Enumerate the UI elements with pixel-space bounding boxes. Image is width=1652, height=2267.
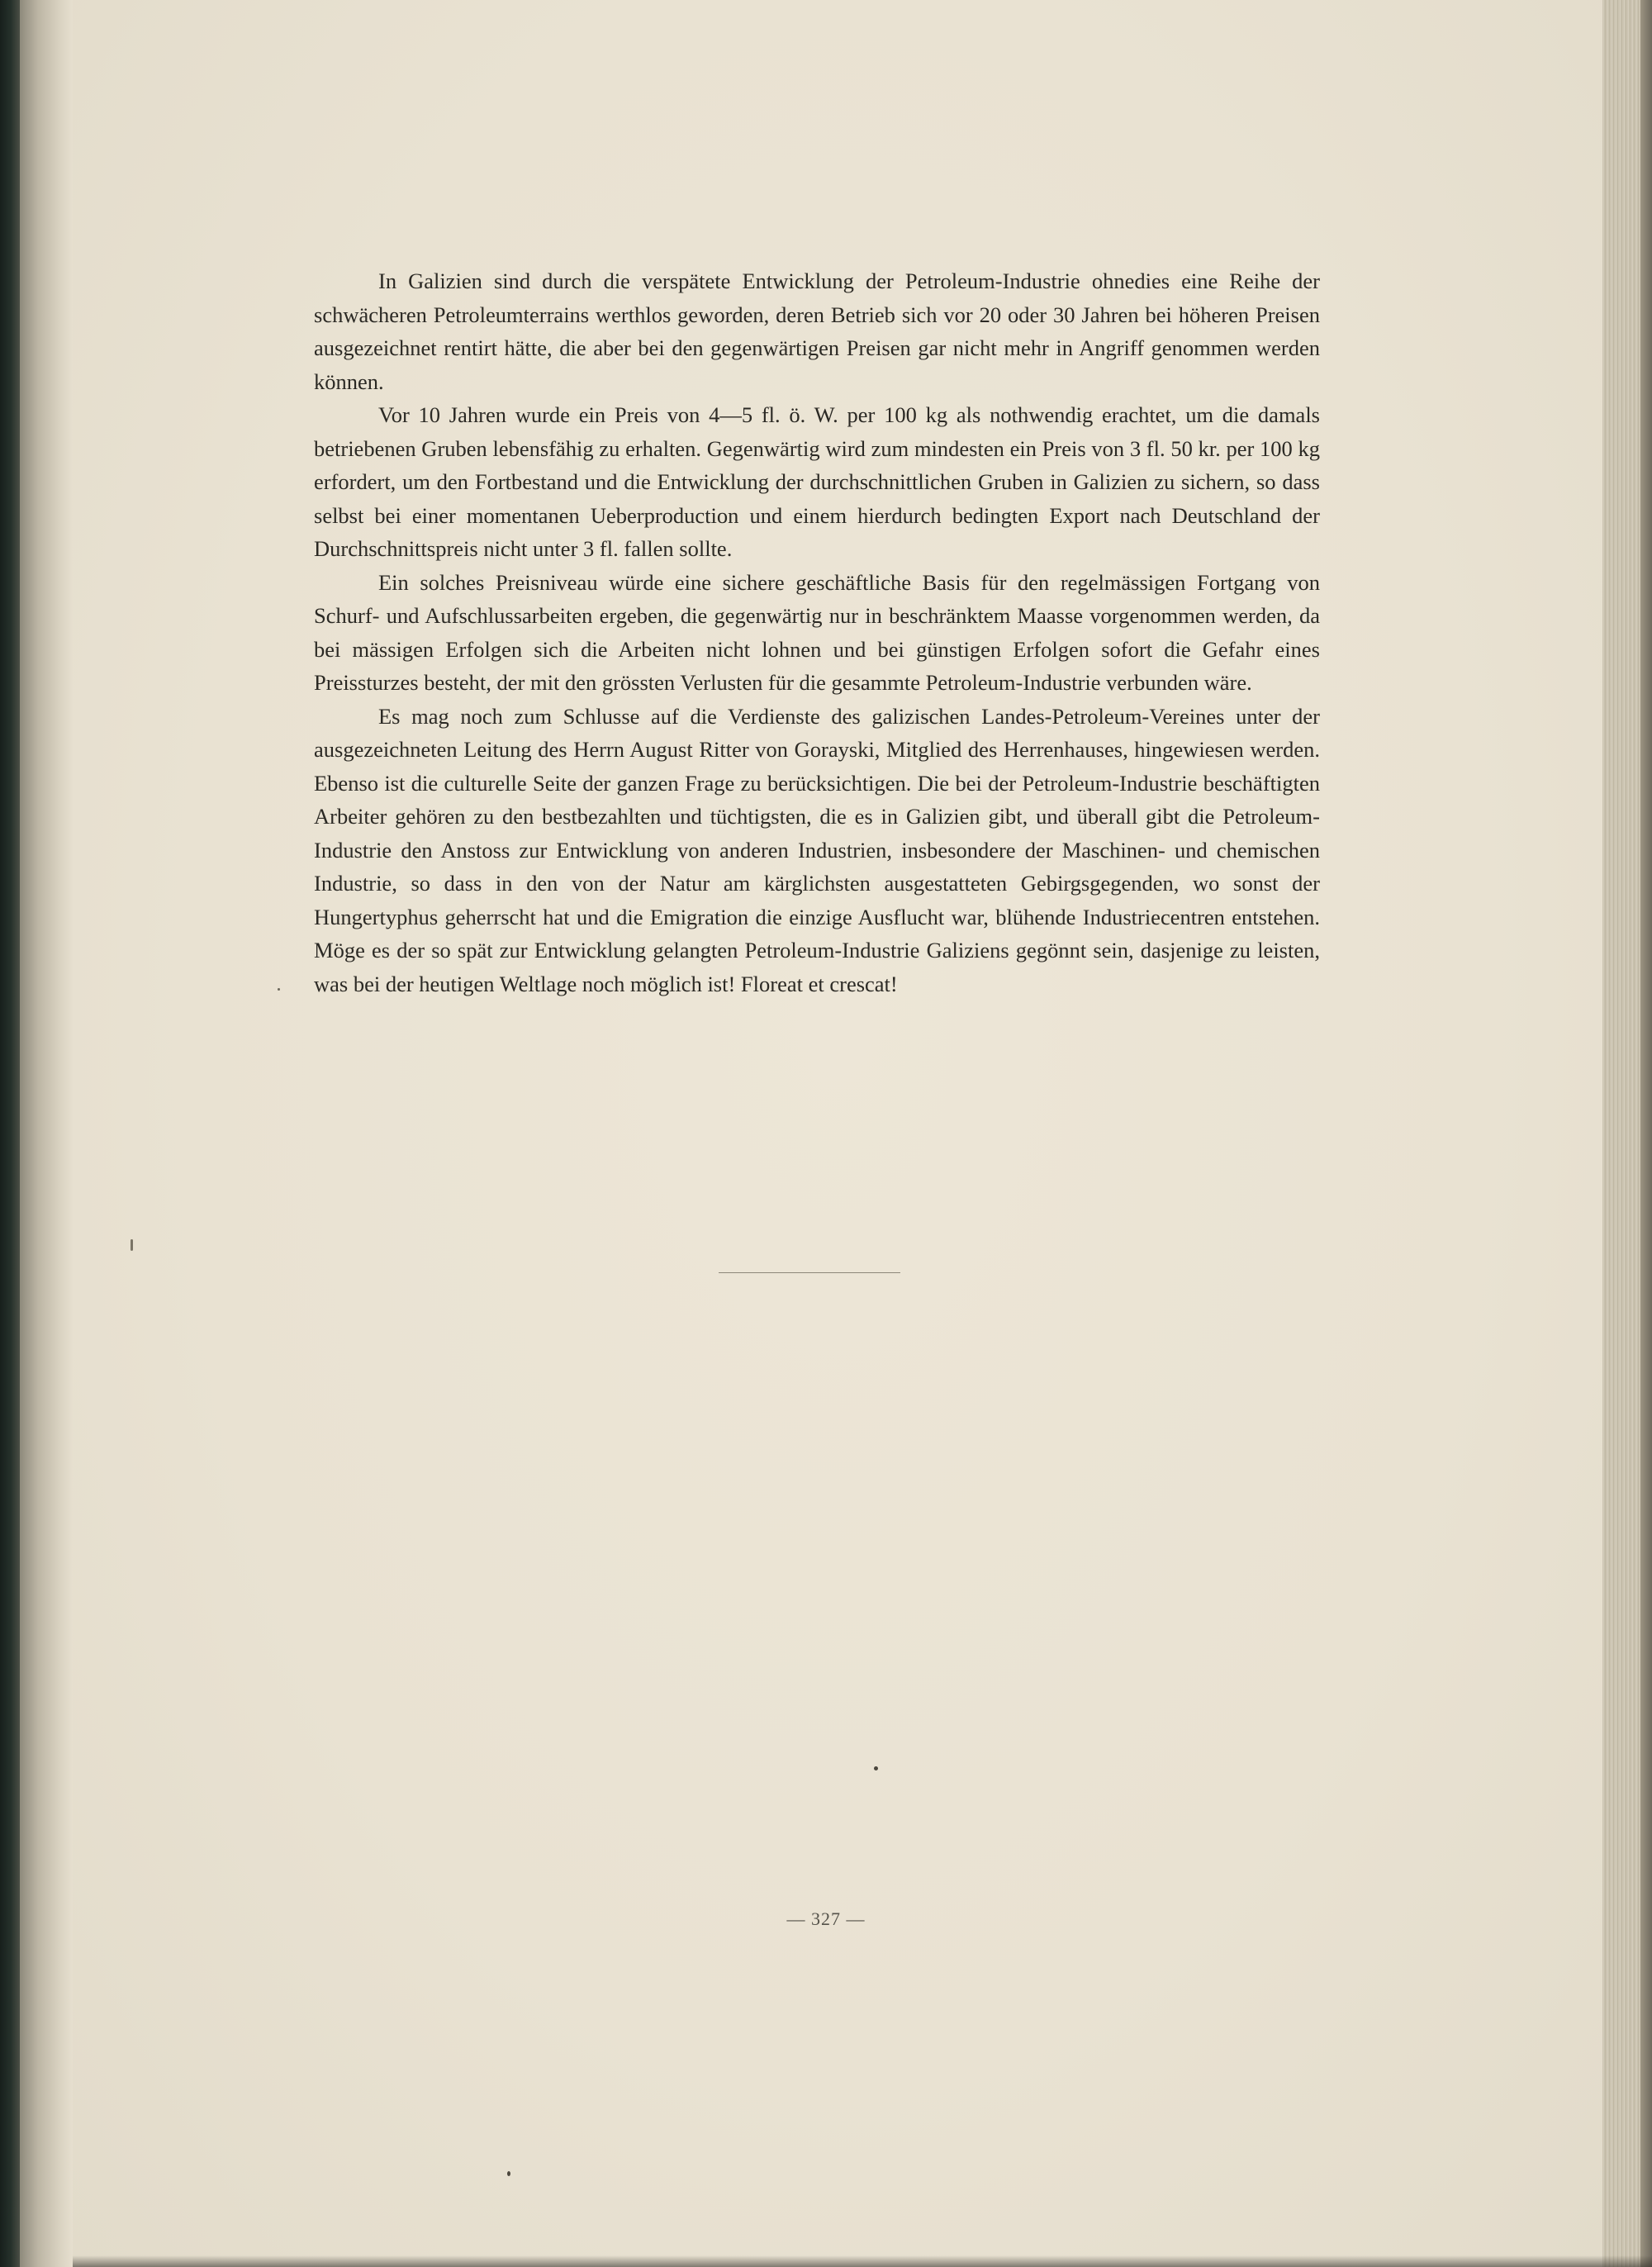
paper-speck [131, 1239, 133, 1251]
page-gutter [20, 0, 73, 2267]
book-binding [0, 0, 20, 2267]
paragraph-galizien: In Galizien sind durch die verspätete Entwicklung der Petroleum-Industrie ohnedies eine Reihe der schwächeren Petroleumterrains werthlos geworden, deren Betrieb sich vor 20 oder 30 Jahren bei höheren Preisen ausgezeichnet rentirt hätte, die aber bei den gegenwärtigen Preisen gar nicht mehr in Angriff genommen werden können. [314, 269, 1320, 394]
page-fore-edge [1602, 0, 1652, 2267]
closing-rule [719, 1272, 900, 1273]
paragraph-preis: Vor 10 Jahren wurde ein Preis von 4—5 fl. ö. W. per 100 kg als nothwendig erachtet, um die damals betriebenen Gruben lebensfähig zu erhalten. Gegenwärtig wird zum mindesten ein Preis von 3 fl. 50 kr. per 100 kg erfordert, um den Fortbestand und die Entwicklung der durchschnittlichen Gruben in Galizien zu sichern, so dass selbst bei einer momentanen Ueberproduction und einem hierdurch bedingten Export nach Deutschland der Durchschnittspreis nicht unter 3 fl. fallen sollte. [314, 402, 1320, 561]
paragraph-preisniveau: Ein solches Preisniveau würde eine sichere geschäftliche Basis für den regelmässigen Fortgang von Schurf- und Aufschlussarbeiten ergeben, die gegenwärtig nur in beschränktem Maasse vorgenommen werden, da bei mässigen Erfolgen sich die Arbeiten nicht lohnen und bei günstigen Erfolgen sofort die Gefahr eines Preissturzes besteht, der mit den grössten Verlusten für die gesammte Petroleum-Industrie verbunden wäre. [314, 569, 1320, 695]
body-text [314, 264, 1320, 1000]
paper-speck [507, 2171, 510, 2176]
page-number: — 327 — [786, 1908, 866, 1929]
paper-speck [874, 1766, 878, 1770]
paragraph-schluss: Es mag noch zum Schlusse auf die Verdienste des galizischen Landes-Petroleum-Vereines unter der ausgezeichneten Leitung des Herrn August Ritter von Gorayski, Mitglied des Herrenhauses, hingewiesen werden. Ebenso ist die culturelle Seite der ganzen Frage zu berücksichtigen. Die bei der Petroleum-Industrie beschäftigten Arbeiter gehören zu den bestbezahlten und tüchtigsten, die es in Galizien gibt, und überall gibt die Petroleum-Industrie den Anstoss zur Entwicklung von anderen Industrien, insbesondere der Maschinen- und chemischen Industrie, so dass in den von der Natur am kärglichsten ausgestatteten Gebirgsgegenden, wo sonst der Hungertyphus geherrscht hat und die Emigration die einzige Ausflucht war, blühende Industriecentren entstehen. Möge es der so spät zur Entwicklung gelangten Petroleum-Industrie Galiziens gegönnt sein, dasjenige zu leisten, was bei der heutigen Weltlage noch möglich ist! Floreat et crescat! [314, 703, 1320, 996]
bottom-edge-shadow [73, 2255, 1652, 2267]
paper-speck [278, 988, 280, 991]
